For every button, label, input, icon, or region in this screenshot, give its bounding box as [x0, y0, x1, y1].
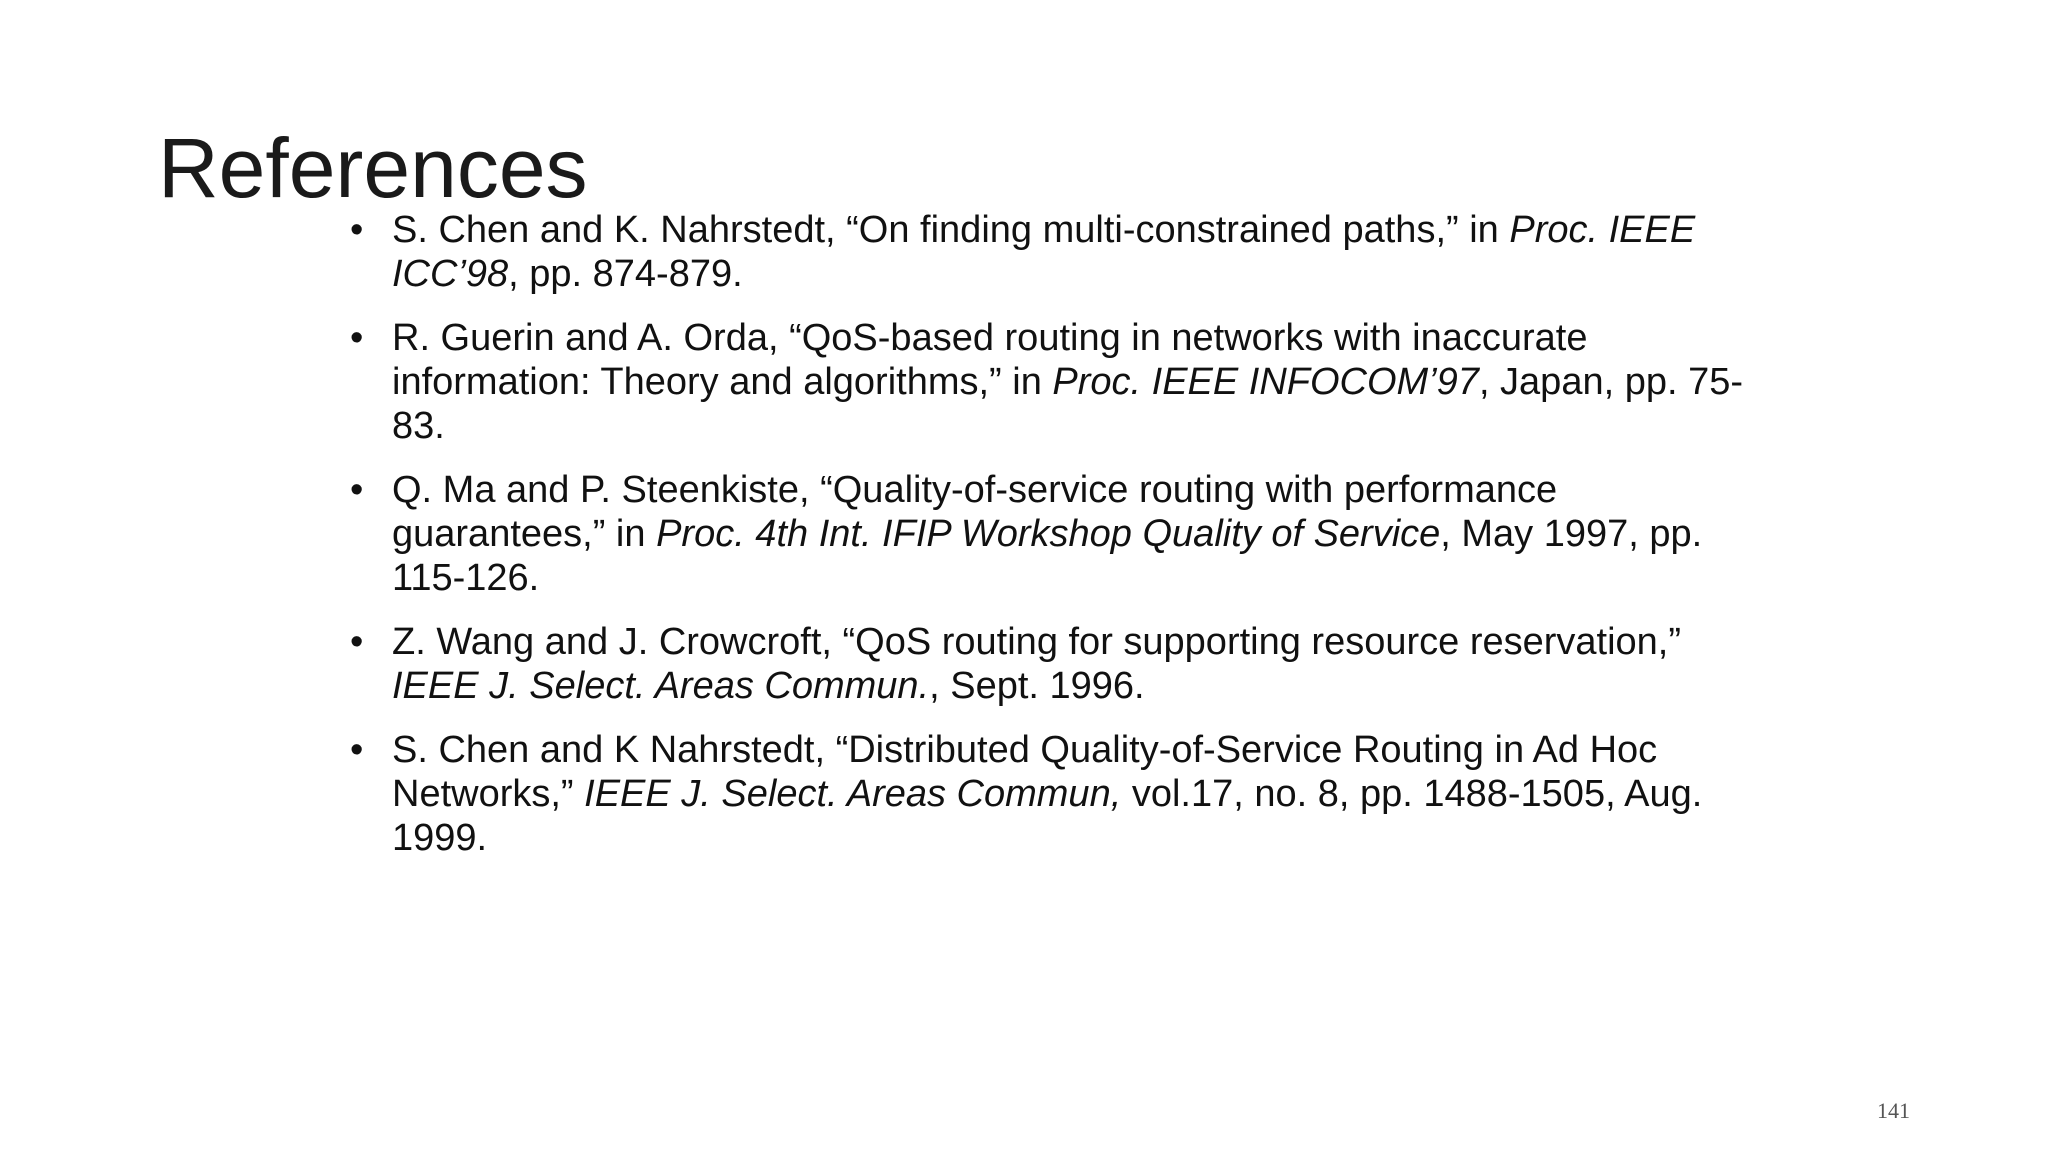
reference-venue: IEEE J. Select. Areas Commun.	[392, 665, 930, 707]
reference-authors-title: Q. Ma and P. Steenkiste, “Quality-of-service routing with performance guarantees,” in	[392, 469, 1558, 555]
reference-details: vol.17, no. 8, pp. 1488-1505, Aug. 1999.	[392, 773, 1703, 859]
reference-item	[350, 620, 1750, 708]
reference-venue: IEEE J. Select. Areas Commun,	[584, 773, 1122, 815]
reference-authors-title: S. Chen and K Nahrstedt, “Distributed Quality-of-Service Routing in Ad Hoc Networks,”	[392, 729, 1658, 815]
reference-text	[392, 729, 1702, 859]
reference-text	[392, 317, 1743, 447]
reference-authors-title: S. Chen and K. Nahrstedt, “On finding multi-constrained paths,” in	[392, 209, 1510, 251]
reference-details: , Sept. 1996.	[929, 665, 1145, 707]
reference-item	[350, 728, 1750, 860]
reference-authors-title: Z. Wang and J. Crowcroft, “QoS routing for supporting resource reservation,”	[392, 621, 1682, 663]
reference-venue: Proc. IEEE INFOCOM’97	[1052, 361, 1479, 403]
reference-text	[392, 621, 1681, 707]
reference-details: , May 1997, pp. 115-126.	[392, 513, 1703, 599]
reference-venue: Proc. IEEE ICC’98	[392, 209, 1696, 295]
reference-item	[350, 468, 1750, 600]
bullet-icon: •	[350, 621, 364, 663]
reference-venue: Proc. 4th Int. IFIP Workshop Quality of Service	[656, 513, 1441, 555]
reference-item	[350, 316, 1750, 448]
slide-title: References	[158, 121, 588, 215]
reference-details: , Japan, pp. 75-83.	[392, 361, 1744, 447]
bullet-icon: •	[350, 469, 364, 511]
bullet-icon: •	[350, 729, 364, 771]
bullet-icon: •	[350, 317, 364, 359]
bullet-icon: •	[350, 209, 364, 251]
page-number: 141	[1877, 1098, 1910, 1123]
reference-text	[392, 469, 1702, 599]
reference-authors-title: R. Guerin and A. Orda, “QoS-based routing in networks with inaccurate information: Theory and algorithms,” in	[392, 317, 1588, 403]
references-list	[350, 208, 1750, 880]
reference-item	[350, 208, 1750, 296]
reference-details: , pp. 874-879.	[508, 253, 743, 295]
reference-text	[392, 209, 1695, 295]
